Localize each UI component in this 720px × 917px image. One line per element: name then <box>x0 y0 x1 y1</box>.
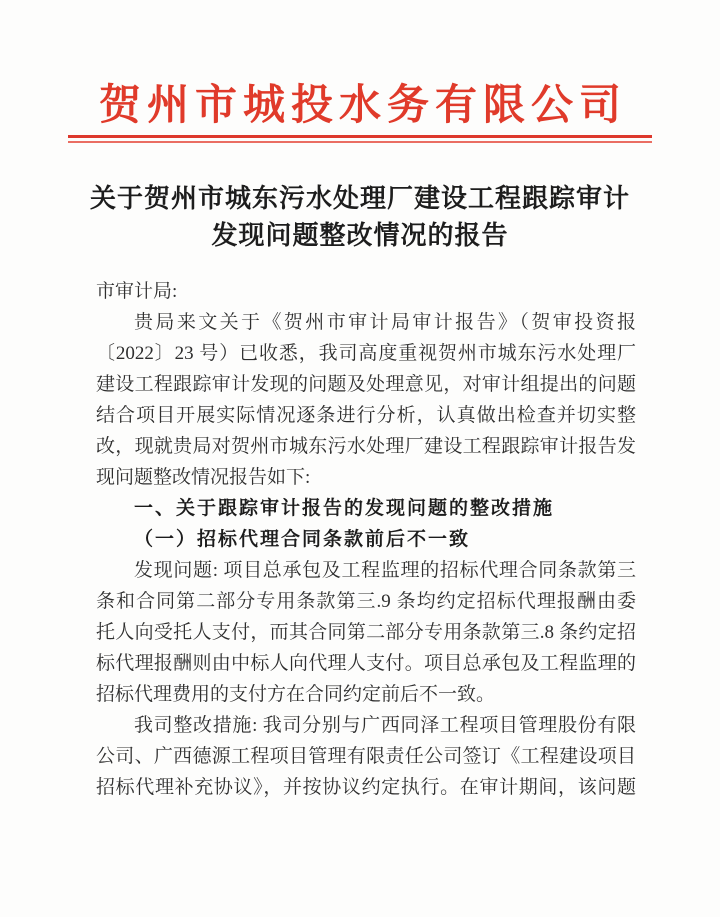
document-body <box>96 276 636 803</box>
body-line: 〔2022〕23 号）已收悉，我司高度重视贺州市城东污水处理厂 <box>96 343 636 364</box>
body-line: 改，现就贵局对贺州市城东污水处理厂建设工程跟踪审计报告发 <box>96 436 636 457</box>
body-line: 标代理报酬则由中标人向代理人支付。项目总承包及工程监理的 <box>96 653 636 674</box>
letterhead-company-name: 贺州市城投水务有限公司 <box>98 83 627 129</box>
letterhead-rule-thin <box>68 141 652 143</box>
section-heading-1: 一、关于跟踪审计报告的发现问题的整改措施 <box>134 498 555 519</box>
body-line: 建设工程跟踪审计发现的问题及处理意见，对审计组提出的问题 <box>96 374 636 395</box>
body-line: 结合项目开展实际情况逐条进行分析，认真做出检查并切实整 <box>96 405 636 426</box>
body-line: 贵局来文关于《贺州市审计局审计报告》（贺审投资报 <box>134 312 636 333</box>
letterhead <box>0 82 720 130</box>
body-line: 招标代理补充协议》，并按协议约定执行。在审计期间，该问题 <box>96 777 636 798</box>
body-line: 招标代理费用的支付方在合同约定前后不一致。 <box>96 684 496 705</box>
section-heading-1-1: （一）招标代理合同条款前后不一致 <box>134 529 471 550</box>
body-line: 公司、广西德源工程项目管理有限责任公司签订《工程建设项目 <box>96 746 636 767</box>
letterhead-rule-thick <box>68 135 652 138</box>
body-line: 现问题整改情况报告如下: <box>96 467 311 488</box>
body-line: 托人向受托人支付，而其合同第二部分专用条款第三.8 条约定招 <box>96 622 636 643</box>
salutation: 市审计局: <box>96 281 178 302</box>
document-title <box>40 180 680 254</box>
letterhead-rule <box>68 135 652 143</box>
document-title-line1: 关于贺州市城东污水处理厂建设工程跟踪审计 <box>89 184 630 213</box>
body-line: 发现问题: 项目总承包及工程监理的招标代理合同条款第三 <box>134 560 636 581</box>
body-line: 条和合同第二部分专用条款第三.9 条均约定招标代理报酬由委 <box>96 591 636 612</box>
body-line: 我司整改措施: 我司分别与广西同泽工程项目管理股份有限 <box>134 715 636 736</box>
document-title-line2: 发现问题整改情况的报告 <box>211 221 509 250</box>
